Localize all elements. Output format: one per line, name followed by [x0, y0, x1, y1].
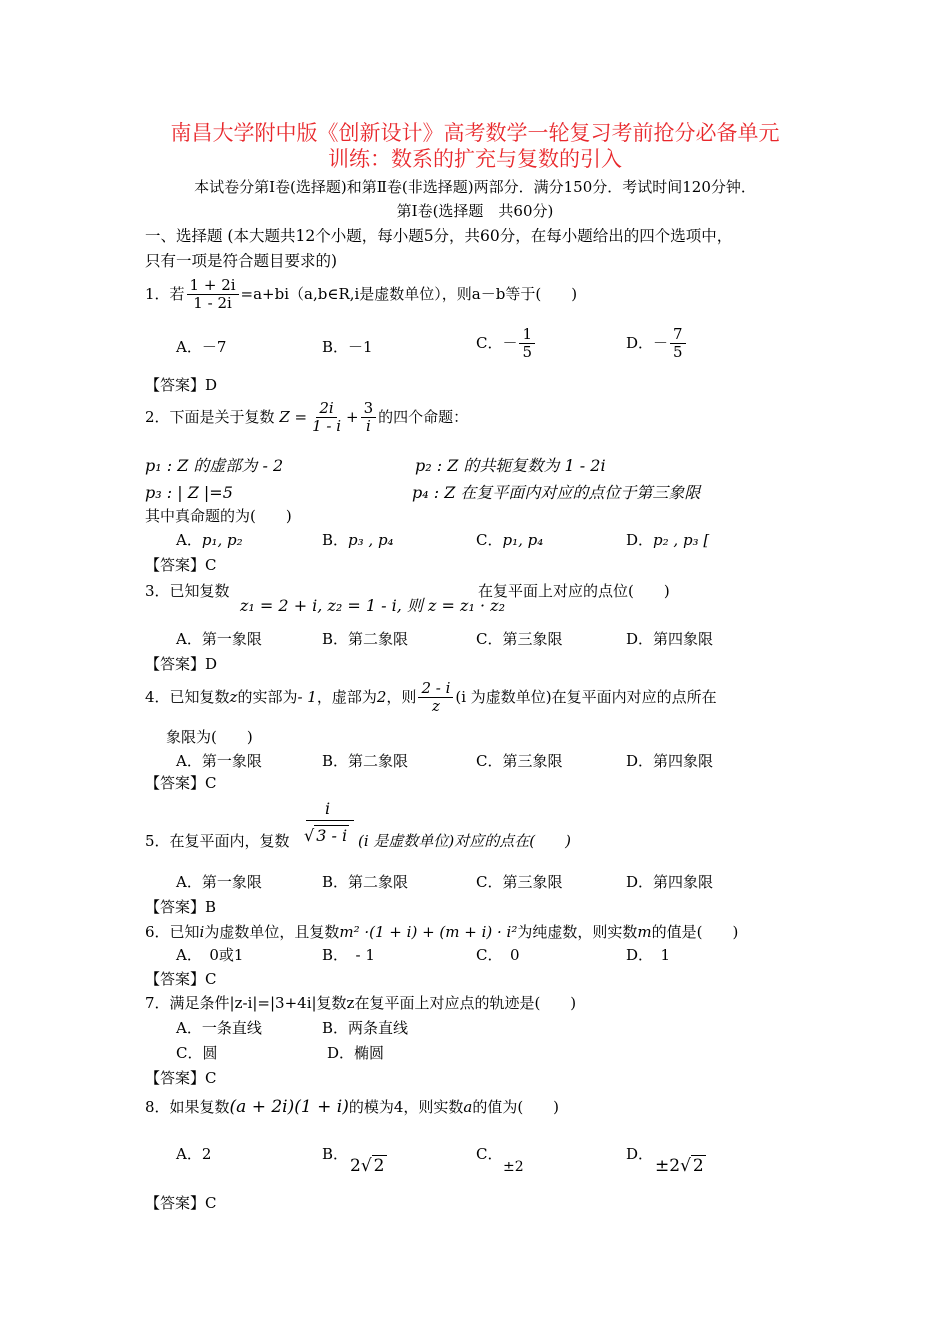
q4-frac-num: 2 - i: [418, 680, 453, 698]
q2-proposition-2: p₂ : Z 的共轭复数为 1 - 2i: [415, 456, 606, 475]
q6-prefix: 6．已知: [145, 923, 200, 941]
q5-option-d: D．第四象限: [626, 873, 714, 891]
q2-option-a-label: A．: [176, 531, 202, 549]
q6-suffix: 的值是( ): [651, 923, 739, 941]
q4-line-2: 象限为( ): [166, 728, 253, 746]
question-6: [145, 923, 738, 942]
q6-answer: [145, 970, 217, 989]
q6-answer-value: C: [205, 970, 217, 988]
q1-suffix: =a+bi（a,b∈R,i是虚数单位），则a－b等于( ): [240, 284, 578, 303]
q6-m: m: [637, 923, 652, 941]
q8-suffix: 的值为( ): [472, 1098, 560, 1116]
q4-suffix: (i 为虚数单位)在复平面内对应的点所在: [455, 687, 717, 706]
q3-option-d: D．第四象限: [626, 630, 714, 648]
q3-option-a: A．第一象限: [176, 630, 262, 648]
q8-option-b-value: 2√ 2: [350, 1156, 385, 1176]
q1-frac-den: 1 - 2i: [193, 294, 232, 313]
q4-answer: [145, 774, 217, 793]
q7-text: 7．满足条件|z-i|=|3+4i|复数z在复平面上对应点的轨迹是( ): [145, 994, 577, 1012]
q7-option-a: A．一条直线: [176, 1019, 262, 1037]
q2-option-c-value: p₁, p₄: [502, 531, 544, 549]
q2-option-b: [322, 531, 394, 550]
q6-mid-1: 为虚数单位，且复数: [204, 923, 340, 941]
q2-f2-den: i: [365, 417, 371, 436]
q2-z: Z =: [279, 407, 308, 426]
q2-option-d-value: p₂ , p₃ [: [653, 531, 710, 549]
q4-frac-den: z: [431, 697, 440, 716]
q5-frac-den-radicand: 3 - i: [316, 826, 348, 845]
intro-text: 本试卷分第Ⅰ卷(选择题)和第Ⅱ卷(非选择题)两部分．满分150分．考试时间120分钟．: [194, 178, 756, 196]
q1-answer: [145, 376, 217, 395]
q8-a: a: [463, 1098, 473, 1116]
title-line-2: 训练：数系的扩充与复数的引入: [328, 147, 622, 171]
q2-option-d-label: D．: [626, 531, 654, 549]
q2-option-b-value: p₃ , p₄: [348, 531, 394, 549]
q2-prefix: 2．下面是关于复数: [145, 407, 275, 426]
q8-option-d-label: D．: [626, 1145, 654, 1163]
q4-real-part: - 1: [297, 687, 317, 706]
q4-option-d: D．第四象限: [626, 752, 714, 770]
q4-option-b: B．第二象限: [322, 752, 409, 770]
q7-option-c: C．圆: [176, 1044, 218, 1062]
q2-f2-num: 3: [361, 400, 377, 418]
q2-option-c: [476, 531, 543, 550]
q6-expression: m² ·(1 + i) + (m + i) · i²: [339, 923, 518, 941]
q4-option-a: A．第一象限: [176, 752, 262, 770]
answer-label: 【答案】: [145, 898, 206, 916]
q6-option-c: C． 0: [476, 946, 520, 964]
q2-option-b-label: B．: [322, 531, 349, 549]
answer-label: 【答案】: [145, 1194, 206, 1212]
q3-option-b: B．第二象限: [322, 630, 409, 648]
q5-option-a: A．第一象限: [176, 873, 262, 891]
q2-fraction-1: [309, 400, 344, 436]
q7-option-d: D．椭圆: [327, 1044, 385, 1062]
q2-f1-den: 1 - i: [312, 417, 342, 436]
q7-answer-value: C: [205, 1069, 217, 1087]
instructions-line-2: 只有一项是符合题目要求的): [145, 252, 338, 270]
q4-mid-1: 的实部为: [237, 687, 298, 706]
q1-option-b: B．－1: [322, 338, 373, 356]
q5-prefix: 5．在复平面内，复数: [145, 832, 290, 850]
question-4: [145, 680, 717, 716]
q2-answer-value: C: [205, 556, 217, 574]
q2-proposition-4: p₄ : Z 在复平面内对应的点位于第三象限: [412, 483, 701, 502]
q1-option-c: [476, 326, 537, 362]
q8-mid: 的模为4，则实数: [348, 1098, 464, 1116]
q4-mid-3: ，则: [386, 687, 417, 706]
answer-label: 【答案】: [145, 1069, 206, 1087]
q2-proposition-3: p₃ : | Z |=5: [145, 483, 233, 502]
q8-option-b-coef: 2: [350, 1156, 361, 1176]
q1-answer-value: D: [205, 376, 218, 394]
q7-option-b: B．两条直线: [322, 1019, 409, 1037]
q8-option-c-value: ±2: [503, 1159, 524, 1175]
q8-option-a: A．2: [176, 1145, 212, 1163]
q1-option-d-num: 7: [670, 326, 686, 344]
q6-option-a: A． 0或1: [176, 946, 244, 964]
q5-option-c: C．第三象限: [476, 873, 563, 891]
q3-option-c: C．第三象限: [476, 630, 563, 648]
q8-answer: [145, 1194, 217, 1213]
q1-option-a: A．－7: [176, 338, 227, 356]
answer-label: 【答案】: [145, 556, 206, 574]
question-1: [145, 277, 577, 313]
q6-option-b: B． - 1: [322, 946, 375, 964]
q2-suffix: 的四个命题：: [378, 407, 469, 426]
q2-option-a-value: p₁, p₂: [201, 531, 243, 549]
q2-f1-num: 2i: [316, 400, 336, 418]
q8-prefix: 8．如果复数: [145, 1098, 230, 1116]
question-2: [145, 400, 468, 436]
q2-question: 其中真命题的为( ): [145, 507, 292, 525]
q8-answer-value: C: [205, 1194, 217, 1212]
answer-label: 【答案】: [145, 655, 206, 673]
q2-option-c-label: C．: [476, 531, 503, 549]
q7-answer: [145, 1069, 217, 1088]
q5-frac-line: [306, 820, 354, 821]
q3-prefix: 3．已知复数: [145, 582, 230, 600]
q6-mid-2: 为纯虚数，则实数: [517, 923, 638, 941]
q6-option-d: D． 1: [626, 946, 671, 964]
q4-mid-2: ，虚部为: [316, 687, 377, 706]
q2-plus: +: [346, 407, 359, 426]
q4-imag-part: 2: [376, 687, 387, 706]
q1-option-c-den: 5: [522, 343, 533, 362]
q5-answer-value: B: [205, 898, 217, 916]
q2-option-d: [626, 531, 709, 550]
answer-label: 【答案】: [145, 376, 206, 394]
q2-proposition-1: p₁ : Z 的虚部为 - 2: [145, 456, 284, 475]
q2-option-a: [176, 531, 243, 550]
q5-suffix-text: (i 是虚数单位)对应的点在( ): [358, 832, 571, 850]
q8-expression: (a + 2i)(1 + i): [229, 1097, 349, 1117]
q1-option-d-fraction: [670, 326, 686, 362]
q4-answer-value: C: [205, 774, 217, 792]
q8-option-d-value: ±2√ 2: [655, 1156, 704, 1176]
q5-frac-num: i: [325, 799, 331, 818]
q5-option-b: B．第二象限: [322, 873, 409, 891]
q1-prefix: 1．若: [145, 284, 185, 303]
q4-z: z: [229, 687, 238, 706]
q8-option-d-coef: ±2: [655, 1156, 681, 1176]
answer-label: 【答案】: [145, 774, 206, 792]
q1-option-c-num: 1: [519, 326, 535, 344]
q8-option-b-label: B．: [322, 1145, 349, 1163]
q5-suffix: [358, 832, 571, 851]
answer-label: 【答案】: [145, 970, 206, 988]
q1-fraction: [187, 277, 239, 313]
q8-option-b-radicand: 2: [373, 1156, 385, 1176]
q1-option-c-label: C．－: [476, 333, 518, 352]
q5-frac-den: √ 3 - i: [304, 826, 348, 845]
q4-option-c: C．第三象限: [476, 752, 563, 770]
q3-expression: z₁ = 2 + i, z₂ = 1 - i, 则 z = z₁ · z₂: [240, 596, 505, 615]
q1-option-d-den: 5: [673, 343, 683, 362]
q1-option-d-label: D．－: [626, 333, 669, 352]
q3-suffix: 在复平面上对应的点位( ): [478, 582, 670, 600]
section-heading: 第Ⅰ卷(选择题 共60分): [396, 202, 554, 220]
q6-i: i: [199, 923, 205, 941]
q4-fraction: [418, 680, 453, 716]
q2-fraction-2: [361, 400, 377, 436]
title-line-1: 南昌大学附中版《创新设计》高考数学一轮复习考前抢分必备单元: [170, 121, 780, 145]
q2-answer: [145, 556, 217, 575]
q5-answer: [145, 898, 216, 917]
q3-answer-value: D: [205, 655, 218, 673]
q1-frac-num: 1 + 2i: [187, 277, 239, 295]
q8-option-d-radicand: 2: [692, 1156, 704, 1176]
instructions-line-1: 一、选择题 (本大题共12个小题，每小题5分，共60分，在每小题给出的四个选项中，: [145, 227, 733, 245]
q1-option-d: [626, 326, 688, 362]
q4-prefix: 4．已知复数: [145, 687, 230, 706]
question-8: [145, 1097, 559, 1118]
q1-option-c-fraction: [519, 326, 535, 362]
q8-option-c-label: C．: [476, 1145, 503, 1163]
q3-answer: [145, 655, 217, 674]
